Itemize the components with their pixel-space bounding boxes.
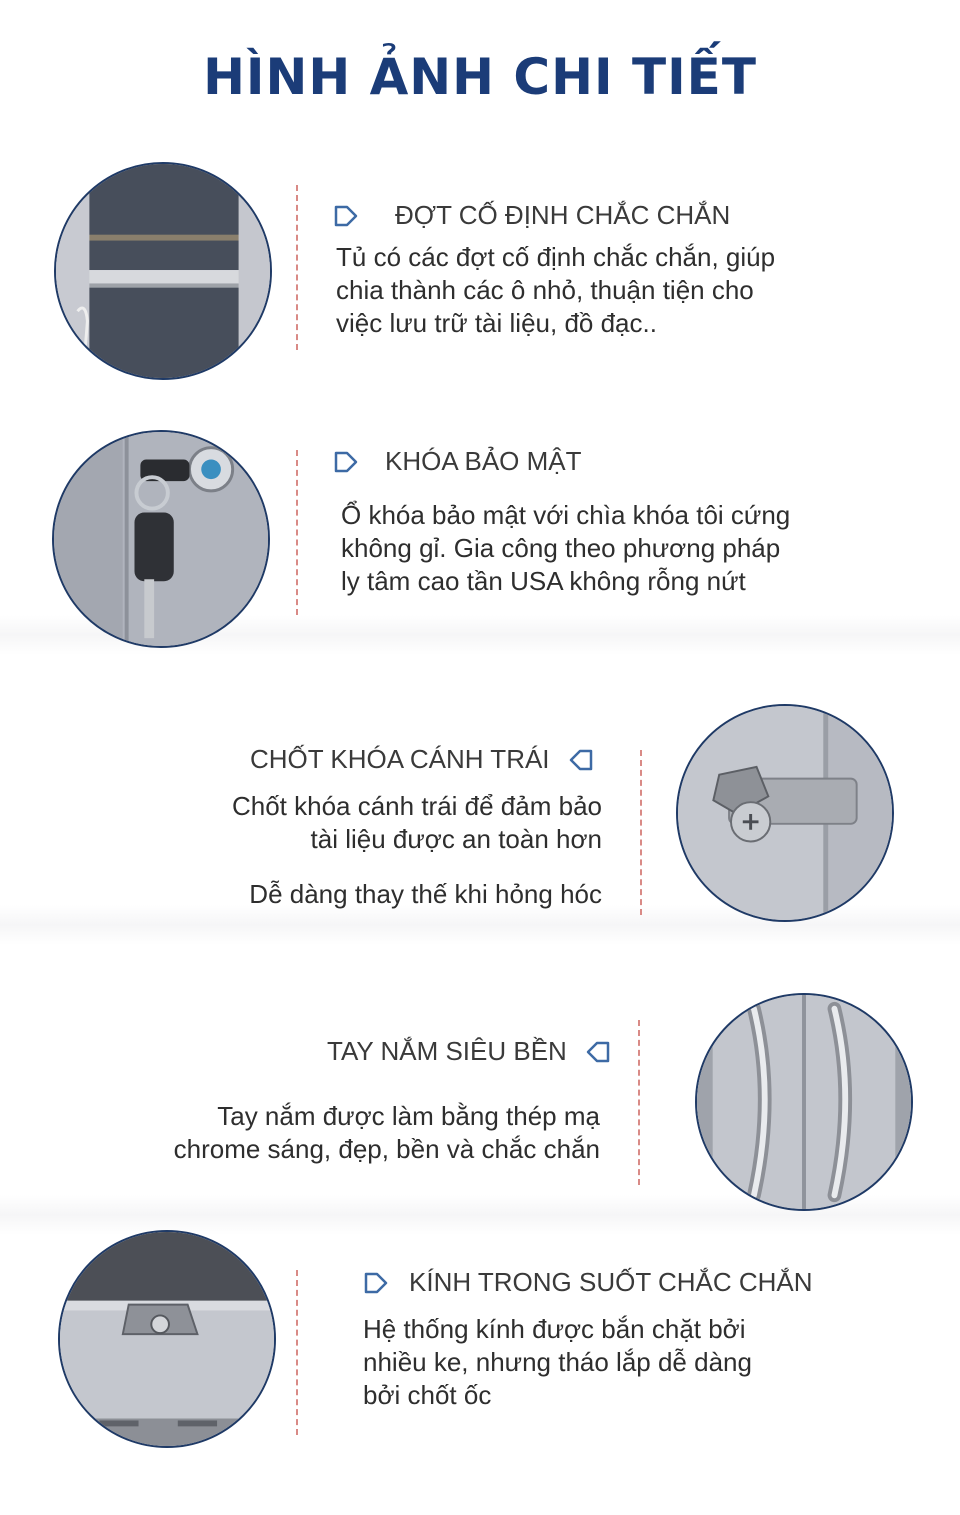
divider-line — [296, 1270, 298, 1435]
arrow-left-icon — [585, 1039, 611, 1065]
glass-photo — [58, 1230, 276, 1448]
feature-description: Tủ có các đợt cố định chắc chắn, giúp chia thành các ô nhỏ, thuận tiện cho việc lưu trữ tài liệu, đồ đạc.. — [336, 242, 776, 338]
arrow-right-icon — [363, 1270, 389, 1296]
feature-description: Tay nắm được làm bằng thép mạ chrome sáng, đẹp, bền và chắc chắn — [173, 1101, 600, 1164]
feature-heading: CHỐT KHÓA CÁNH TRÁI — [250, 744, 594, 775]
latch-photo — [676, 704, 894, 922]
feature-heading: KÍNH TRONG SUỐT CHẮC CHẮN — [363, 1267, 813, 1298]
divider-line — [638, 1020, 640, 1185]
feature-description: Ổ khóa bảo mật với chìa khóa tôi cứng không gỉ. Gia công theo phương pháp ly tâm cao tần USA không rỗng nứt — [341, 500, 791, 596]
feature-heading: KHÓA BẢO MẬT — [333, 446, 582, 477]
arrow-left-icon — [568, 747, 594, 773]
feature-description: Hệ thống kính được bắn chặt bởi nhiều ke, nhưng tháo lắp dễ dàng bởi chốt ốc — [363, 1314, 752, 1410]
feature-heading: TAY NẮM SIÊU BỀN — [327, 1036, 611, 1067]
handle-photo — [695, 993, 913, 1211]
arrow-right-icon — [333, 203, 359, 229]
feature-description: Chốt khóa cánh trái để đảm bảo tài liệu được an toàn hơn Dễ dàng thay thế khi hỏng hóc — [231, 791, 602, 909]
divider-line — [640, 750, 642, 915]
divider-line — [296, 450, 298, 615]
feature-heading: ĐỢT CỐ ĐỊNH CHẮC CHẮN — [333, 200, 730, 231]
arrow-right-icon — [333, 449, 359, 475]
lock-photo — [52, 430, 270, 648]
shelf-photo — [54, 162, 272, 380]
divider-line — [296, 185, 298, 350]
page-title: HÌNH ẢNH CHI TIẾT — [203, 48, 757, 106]
